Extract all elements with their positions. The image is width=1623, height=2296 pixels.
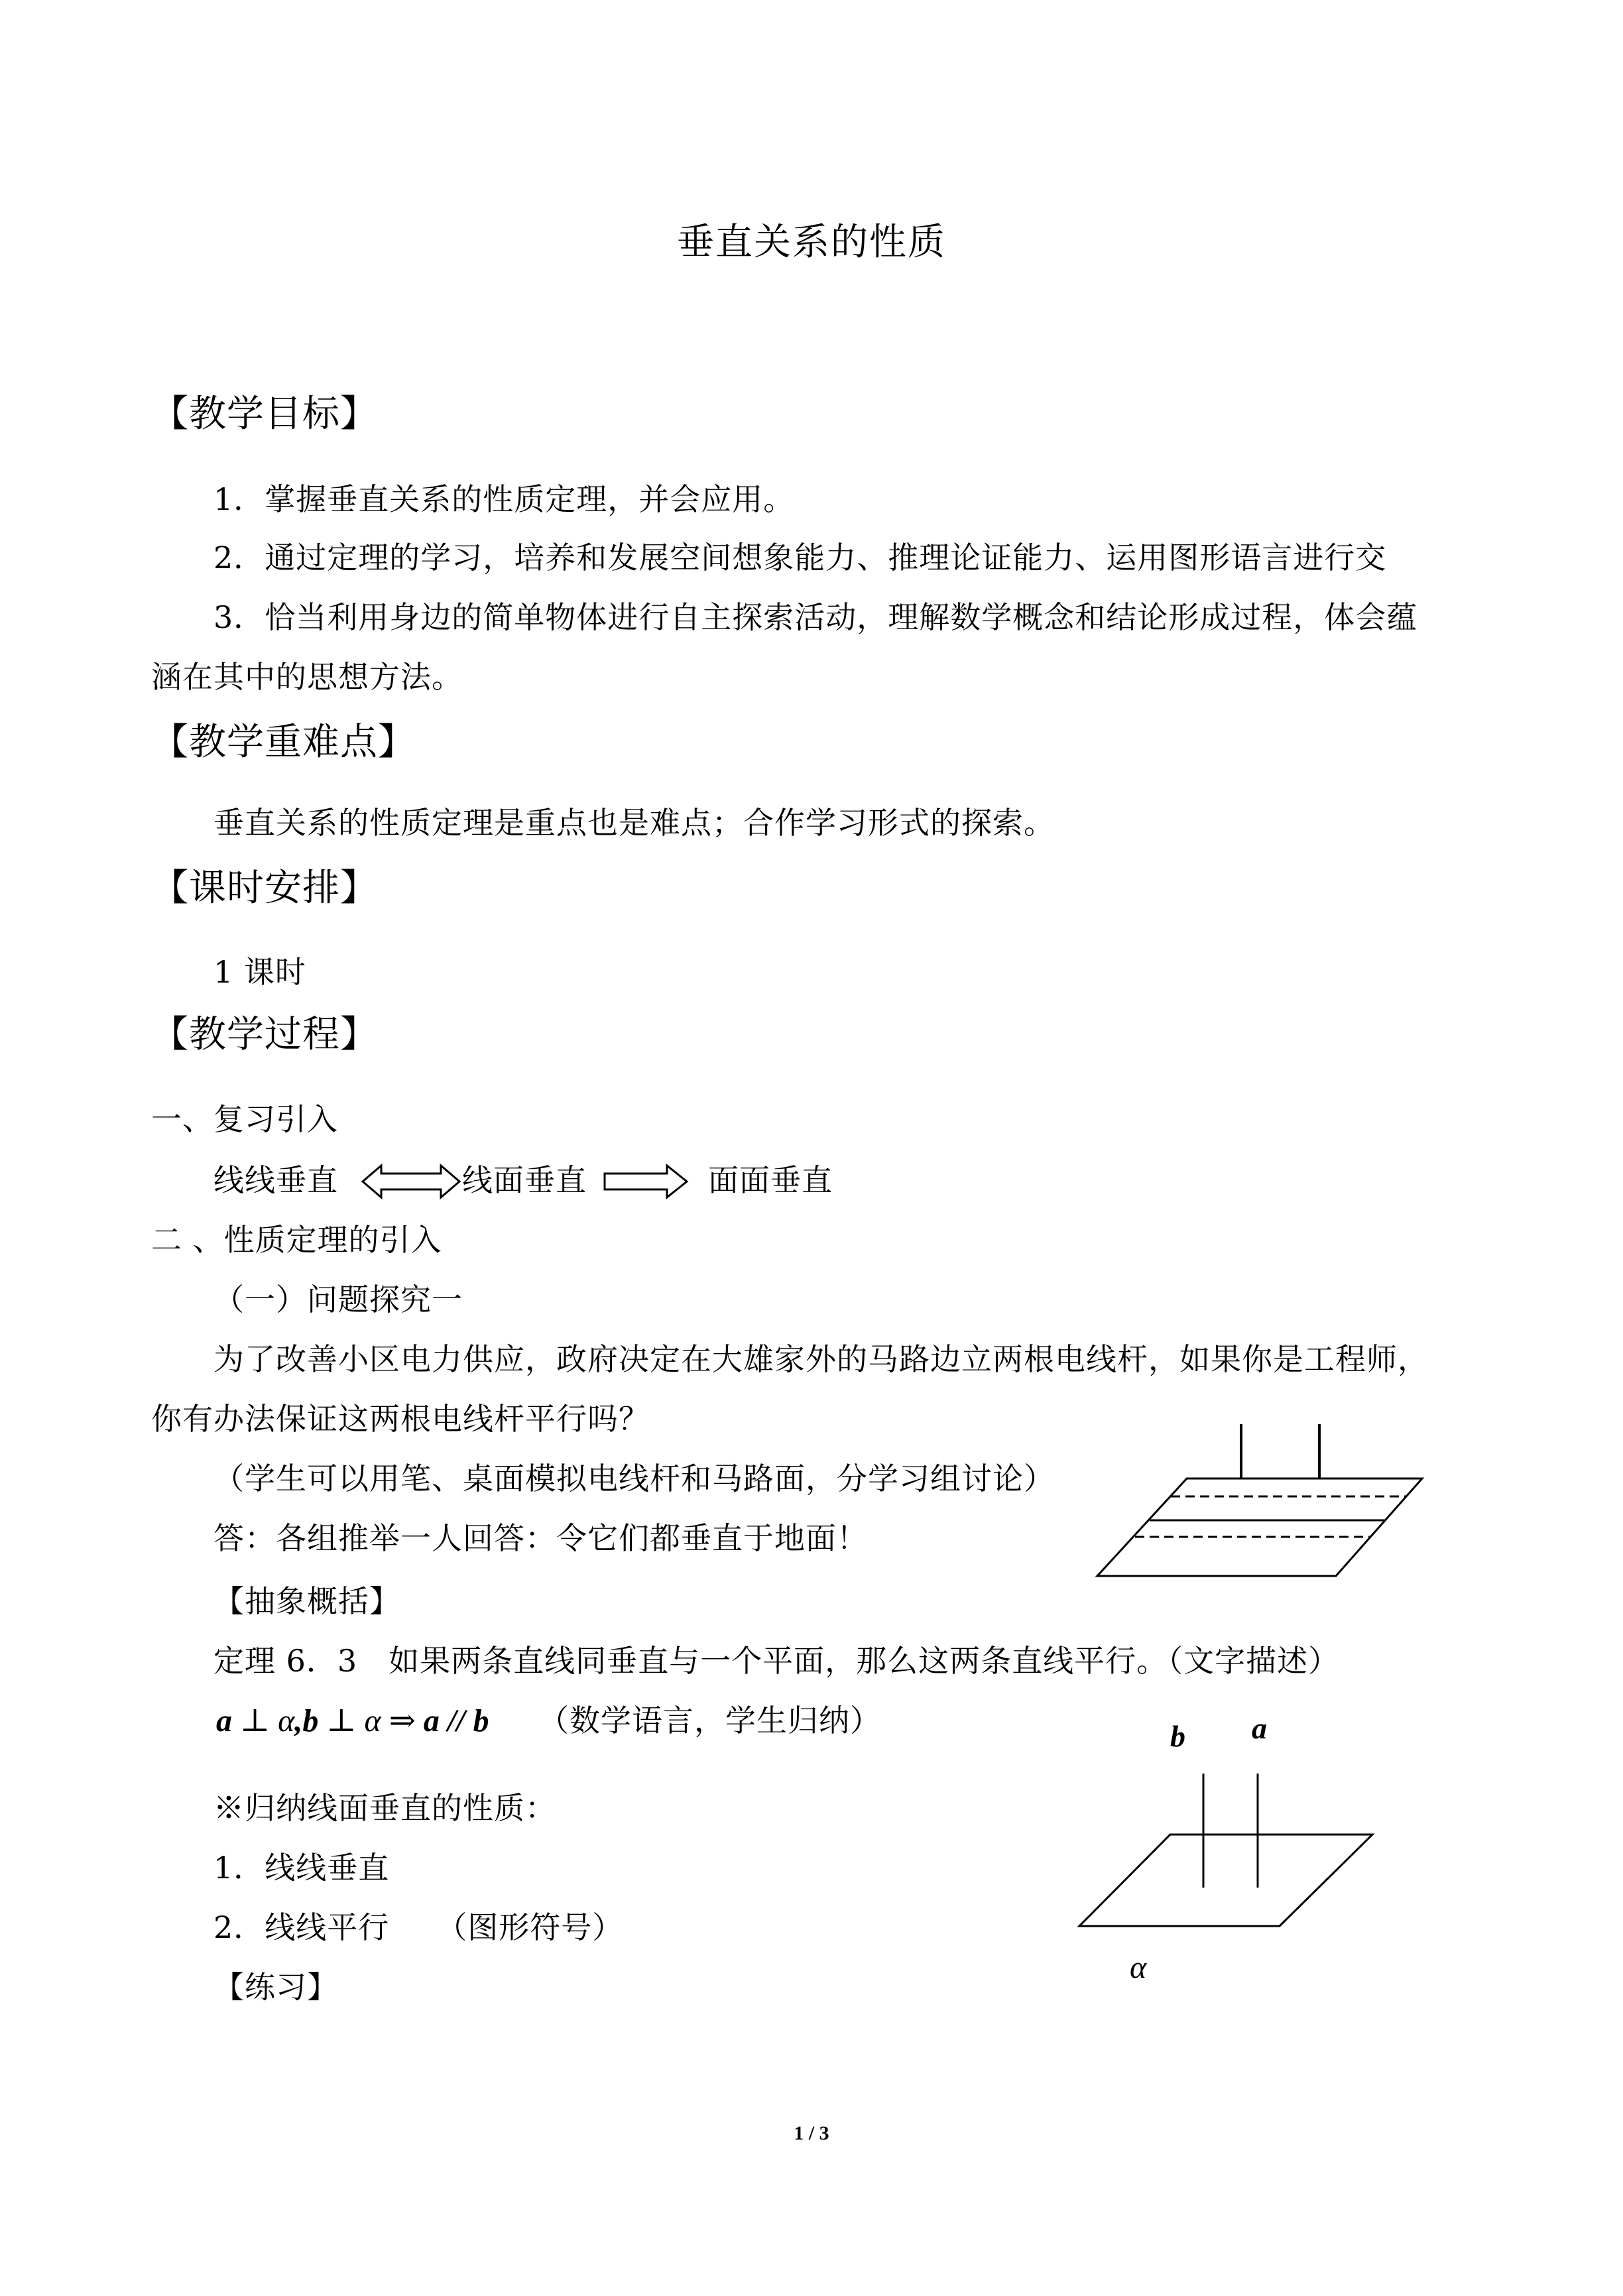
subsection-question-1: （一）问题探究一 [213, 1282, 463, 1317]
formula-perp-2: ⊥ [318, 1703, 365, 1738]
figure-label-b: b [1170, 1719, 1185, 1753]
formula-alpha: α [278, 1703, 295, 1738]
objective-item-2: 2．通过定理的学习，培养和发展空间想象能力、推理论证能力、运用图形语言进行交 [213, 540, 1387, 575]
key-points-text: 垂直关系的性质定理是重点也是难点；合作学习形式的探索。 [213, 805, 1055, 841]
section-heading-process: 【教学过程】 [151, 1013, 378, 1056]
chain-item-line-plane: 线面垂直 [462, 1162, 587, 1198]
road-plane-shape [1097, 1479, 1422, 1576]
section-heading-key-points: 【教学重难点】 [151, 721, 416, 764]
right-arrow-icon [603, 1162, 690, 1201]
formula-note: （数学语言，学生归纳） [538, 1703, 881, 1738]
page-number: 1 / 3 [794, 2122, 829, 2144]
objective-item-3: 3．恰当利用身边的简单物体进行自主探索活动，理解数学概念和结论形成过程，体会蕴 [213, 599, 1418, 635]
theorem-text: 定理 6．3 如果两条直线同垂直与一个平面，那么这两条直线平行。（文字描述） [213, 1643, 1340, 1679]
formula-alpha-2: α [364, 1703, 381, 1738]
abstract-heading: 【抽象概括】 [213, 1583, 400, 1619]
formula-parallel: // [439, 1703, 473, 1738]
activity-text: （学生可以用笔、桌面模拟电线杆和马路面，分学习组讨论） [213, 1461, 1055, 1496]
summary-item-2: 2．线线平行 （图形符号） [213, 1909, 624, 1945]
formula-comma: , [294, 1703, 303, 1738]
formula-b: b [302, 1703, 319, 1738]
objective-item-3-cont: 涵在其中的思想方法。 [151, 659, 463, 695]
schedule-text: 1 课时 [213, 954, 306, 990]
page-title: 垂直关系的性质 [677, 221, 946, 264]
plane-alpha-shape [1079, 1835, 1372, 1926]
chain-item-line-line: 线线垂直 [213, 1162, 338, 1198]
process-part-2: 二 、性质定理的引入 [151, 1222, 442, 1258]
formula-perp: ⊥ [232, 1703, 278, 1738]
road-poles-figure [1087, 1419, 1432, 1591]
process-part-1: 一、复习引入 [151, 1101, 338, 1137]
practice-heading: 【练习】 [213, 1969, 338, 2005]
answer-text: 答：各组推举一人回答：令它们都垂直于地面！ [213, 1520, 868, 1556]
double-arrow-icon [361, 1162, 461, 1201]
problem-text-line-2: 你有办法保证这两根电线杆平行吗？ [151, 1401, 650, 1437]
figure-label-alpha: α [1130, 1950, 1147, 1985]
theorem-formula [216, 1705, 489, 1737]
perpendicular-lines-figure [1074, 1767, 1379, 1933]
chain-item-plane-plane: 面面垂直 [708, 1162, 833, 1198]
formula-implies: ⇒ [381, 1703, 424, 1738]
formula-a: a [216, 1703, 232, 1738]
summary-item-1: 1．线线垂直 [213, 1850, 390, 1886]
formula-a-2: a [423, 1703, 440, 1738]
section-heading-objectives: 【教学目标】 [151, 393, 378, 436]
problem-text-line-1: 为了改善小区电力供应，政府决定在大雄家外的马路边立两根电线杆，如果你是工程师， [213, 1341, 1429, 1377]
formula-b-2: b [473, 1703, 489, 1738]
figure-label-a: a [1252, 1711, 1267, 1745]
section-heading-schedule: 【课时安排】 [151, 867, 378, 910]
objective-item-1: 1．掌握垂直关系的性质定理，并会应用。 [213, 481, 795, 517]
summary-heading: ※归纳线面垂直的性质： [213, 1790, 556, 1826]
